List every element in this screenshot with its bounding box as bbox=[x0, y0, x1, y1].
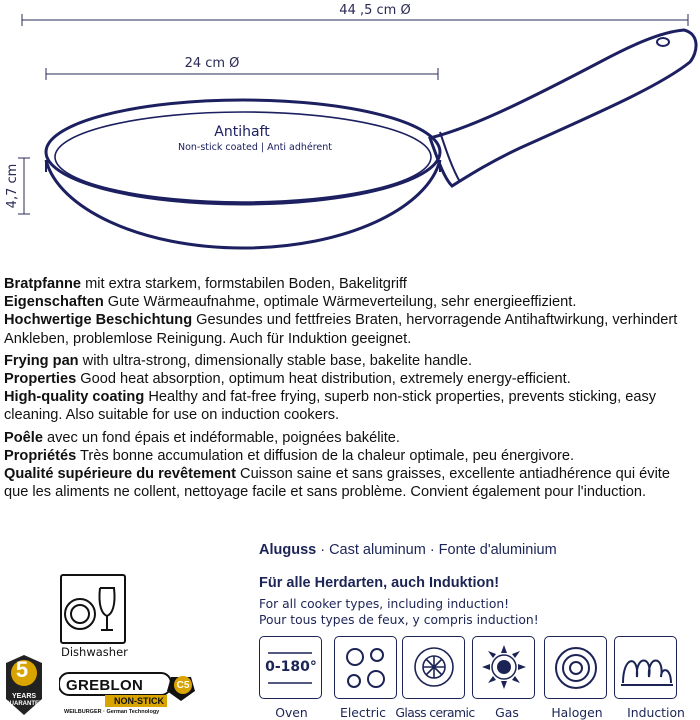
en-line-1: Frying pan with ultra-strong, dimensionally stable base, bakelite handle. bbox=[4, 352, 473, 369]
greblon-subtitle: WEILBURGER · German Technology bbox=[64, 709, 160, 715]
fr-line-3: Qualité supérieure du revêtement Cuisson saine et sans graisses, excellente antiadhérence qui évite que les aliments ne collent, nettoyage facile et sans problème. Convient également pour l'induction. bbox=[4, 466, 670, 501]
gas-label: Gas bbox=[495, 705, 519, 720]
material-line: Aluguss · Cast aluminum · Fonte d'aluminium bbox=[259, 542, 557, 558]
greblon-grade: C5 bbox=[176, 680, 190, 691]
de-line-3: Hochwertige Beschichtung Gesundes und fettfreies Braten, hervorragende Antihaftwirkung, verhindert Ankleben, problemlose Reinigung. Auch für Induktion geeignet. bbox=[4, 312, 678, 347]
pan-outline bbox=[46, 30, 696, 248]
diameter-label: 24 cm Ø bbox=[184, 56, 240, 71]
fr-line-2: Propriétés Très bonne accumulation et diffusion de la chaleur optimale, peu énergivore. bbox=[4, 447, 575, 464]
en-line-3: High-quality coating Healthy and fat-free frying, superb non-stick properties, prevents sticking, easy cleaning. Also suitable for use on induction cookers. bbox=[4, 389, 657, 424]
greblon-name: GREBLON bbox=[66, 677, 144, 694]
antihaft-subtitle: Non-stick coated | Anti adhérent bbox=[177, 142, 333, 153]
de-line-1: Bratpfanne mit extra starkem, formstabilen Boden, Bakelitgriff bbox=[4, 276, 407, 292]
guarantee-number: 5 bbox=[15, 657, 29, 682]
english-description bbox=[4, 352, 698, 425]
guarantee-text: GUARANTEE bbox=[4, 701, 43, 707]
cooker-types-en: For all cooker types, including induction! bbox=[259, 597, 510, 611]
glass-ceramic-icon bbox=[402, 636, 465, 699]
oven-label: Oven bbox=[275, 705, 308, 720]
dishwasher-label: Dishwasher bbox=[61, 645, 128, 659]
halogen-label: Halogen bbox=[551, 705, 603, 720]
electric-label: Electric bbox=[340, 705, 386, 720]
de-line-2: Eigenschaften Gute Wärmeaufnahme, optimale Wärmeverteilung, sehr energieeffizient. bbox=[4, 294, 577, 311]
oven-temp-label: 0-180° bbox=[265, 659, 317, 675]
gas-icon bbox=[472, 636, 535, 699]
fr-line-1: Poêle avec un fond épais et indéformable, poignées bakélite. bbox=[4, 429, 400, 446]
dishwasher-icon bbox=[60, 574, 126, 644]
height-label: 4,7 cm bbox=[5, 163, 20, 209]
electric-icon bbox=[334, 636, 397, 699]
greblon-tag: NON-STICK bbox=[114, 696, 164, 706]
german-description bbox=[4, 275, 698, 348]
en-line-2: Properties Good heat absorption, optimum heat distribution, extremely energy-efficient. bbox=[4, 371, 571, 388]
french-description bbox=[4, 429, 698, 502]
guarantee-years: YEARS bbox=[11, 693, 37, 700]
description-block bbox=[4, 275, 698, 505]
induction-icon bbox=[614, 636, 677, 699]
pan-diagram bbox=[0, 0, 700, 262]
total-length-label: 44 ,5 cm Ø bbox=[339, 3, 411, 18]
oven-icon bbox=[259, 636, 322, 699]
cooker-types-title: Für alle Herdarten, auch Induktion! bbox=[259, 575, 500, 591]
induction-label: Induction bbox=[627, 705, 685, 720]
cooker-types-fr: Pour tous types de feux, y compris induction! bbox=[259, 613, 539, 627]
halogen-icon bbox=[544, 636, 607, 699]
antihaft-title: Antihaft bbox=[214, 124, 270, 140]
glass-ceramic-label: Glass ceramic bbox=[395, 705, 475, 720]
